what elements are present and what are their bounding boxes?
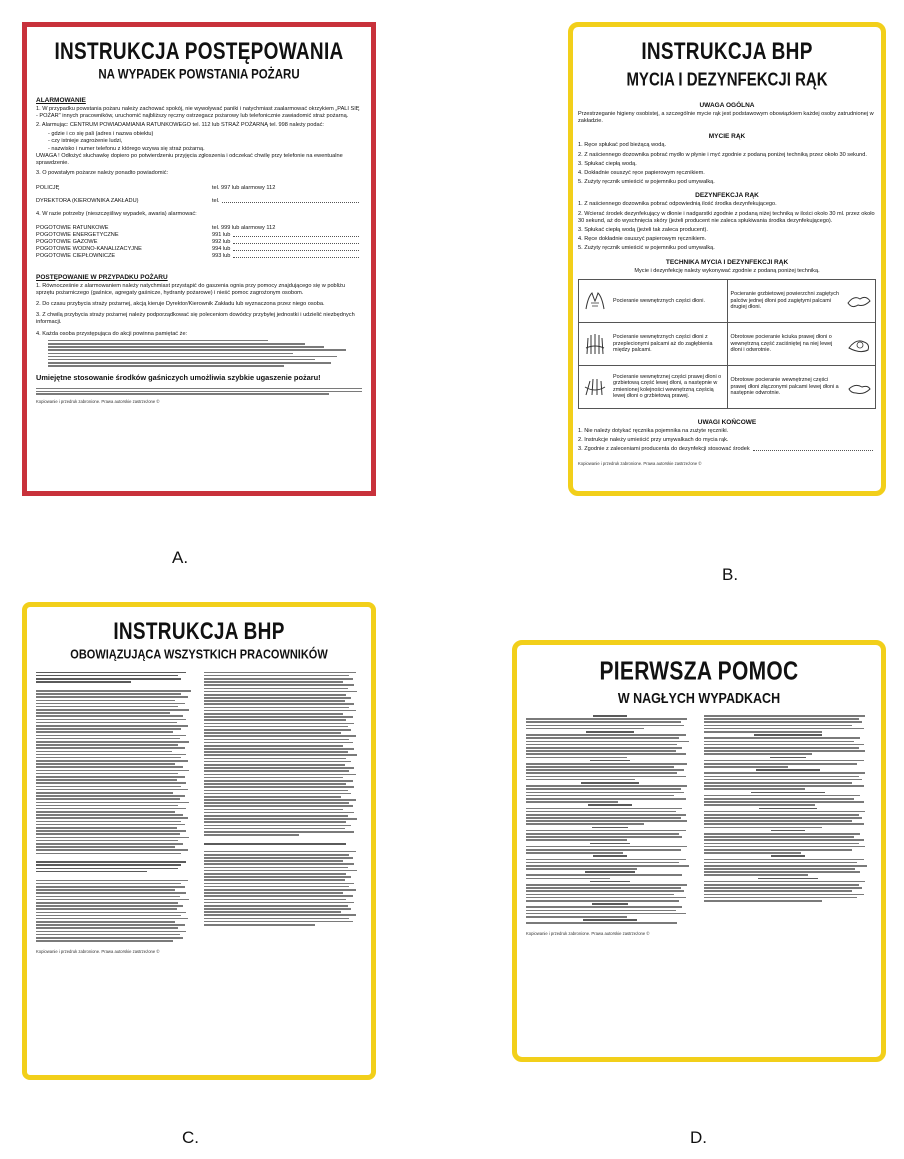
section-heading: UWAGI KOŃCOWE	[697, 418, 757, 426]
poster-first-aid	[504, 632, 894, 1070]
paragraph: 4. Dokładnie osuszyć ręce papierowym ręcznikiem.	[578, 170, 705, 177]
paragraph: Przestrzeganie higieny osobistej, a szczególnie mycie rąk jest podstawowym obowiązkiem każdej osoby zatrudnionej w zakładzie.	[578, 111, 874, 125]
paragraph: - czy istnieje zagrożenie ludzi,	[48, 138, 123, 145]
poster-subtitle: OBOWIĄZUJĄCA WSZYSTKICH PRACOWNIKÓW	[70, 647, 328, 663]
paragraph: 1. Z naściennego dozownika pobrać odpowiednią ilość środka dezynfekującego.	[578, 201, 777, 208]
poster-title: PIERWSZA POMOC	[599, 658, 799, 686]
contact-phone: tel.	[212, 198, 220, 205]
paragraph: UWAGA ! Odłożyć słuchawkę dopiero po potwierdzeniu przyjęcia zgłoszenia i odczekać chwilę przy telefonie na ewentualne sprawdzenie.	[36, 152, 343, 166]
paragraph: 2. Z naściennego dozownika pobrać mydło w płynie i myć zgodnie z podaną poniżej techniką przez około 30 sekund.	[578, 151, 867, 158]
contact-name: POLICJĘ	[36, 185, 60, 192]
poster-content	[578, 40, 876, 482]
option-label-c: C.	[182, 1128, 199, 1147]
poster-title: INSTRUKCJA BHP	[113, 620, 285, 645]
technique-cell	[727, 365, 876, 408]
hands-interlocked-fingers-icon	[846, 289, 872, 313]
paragraph: 3. Zgodnie z zaleceniami producenta do dezynfekcji stosować środek	[578, 446, 750, 453]
paragraph-row	[578, 446, 876, 453]
paragraph: 1. Ręce spłukać pod bieżącą wodą.	[578, 142, 667, 149]
paragraph: 2. Instrukcje należy umieścić przy umywalkach do mycia rąk.	[578, 437, 729, 444]
contact-name: POGOTOWIE RATUNKOWE	[36, 224, 109, 231]
contact-row	[36, 232, 362, 239]
poster-subtitle: NA WYPADEK POWSTANIA POŻARU	[98, 67, 300, 83]
text-column-left	[526, 714, 694, 926]
contact-row	[36, 239, 362, 246]
technique-text: Obrotowe pocieranie kciuka prawej dłoni o wewnętrzną część zaciśniętej na niej lewej dłoni i odwrotnie.	[730, 333, 833, 354]
text-column-right	[704, 714, 872, 926]
contact-phone: 992 lub	[212, 238, 231, 245]
contact-phone: 991 lub	[212, 231, 231, 238]
contact-row	[36, 225, 362, 232]
contact-row	[36, 253, 362, 260]
contact-row	[36, 198, 362, 205]
footer-bold: Umiejętne stosowanie środków gaśniczych umożliwia szybkie ugaszenie pożaru!	[36, 372, 321, 382]
section-heading: POSTĘPOWANIE W PRZYPADKU POŻARU	[36, 273, 168, 281]
section-heading: UWAGA OGÓLNA	[699, 102, 755, 109]
poster-hand-hygiene	[560, 14, 894, 504]
technique-cell	[579, 365, 728, 408]
contact-row	[36, 185, 362, 192]
poster-title: INSTRUKCJA POSTĘPOWANIA	[54, 40, 344, 65]
copyright-note: Kopiowanie i przedruk zabronione. Prawa autorskie zastrzeżone ©	[36, 949, 160, 955]
hands-palm-to-palm-icon	[582, 289, 608, 313]
poster-content	[36, 40, 362, 482]
poster-content	[36, 620, 362, 1066]
paragraph: 2. Wcierać środek dezynfekujący w dłonie i nadgarstki zgodnie z podaną niżej techniką w ilości około 30 ml. przez około 30 sekund, aż do wyschnięcia skóry (jeżeli producent nie zaleca spłukiwania środka dezynfekującego).	[578, 210, 875, 224]
contact-name: POGOTOWIE ENERGETYCZNE	[36, 231, 119, 238]
hands-thumb-rotation-icon	[846, 332, 872, 356]
section-heading: DEZYNFEKCJA RĄK	[695, 192, 759, 200]
hands-interlaced-icon	[582, 332, 608, 356]
hand-washing-table	[578, 279, 876, 409]
technique-cell	[579, 279, 728, 322]
paragraph: 1. Równocześnie z alarmowaniem należy natychmiast przystąpić do gaszenia ognia przy pomocy znajdującego się w pobliżu sprzętu pożarniczego (gaśnice, agregaty gaśnicze, hydranty pożarowe) i nieść pomoc zagrożonym osobom.	[36, 282, 346, 296]
paragraph: Mycie i dezynfekcję należy wykonywać zgodnie z podaną poniżej techniką.	[634, 267, 820, 274]
poster-title: INSTRUKCJA BHP	[641, 40, 813, 65]
contact-row	[36, 246, 362, 253]
contact-phone: tel. 999 lub alarmowy 112	[212, 224, 276, 231]
technique-text: Pocieranie wewnętrznych części dłoni.	[613, 297, 705, 304]
technique-text: Obrotowe pocieranie wewnętrznej części prawej dłoni złączonymi palcami lewej dłoni a następnie odwrotnie.	[730, 376, 839, 397]
paragraph: 3. Spłukać ciepłą wodą.	[578, 160, 637, 167]
text-columns	[36, 670, 362, 943]
paragraph: - nazwisko i numer telefonu z którego wzywa się straż pożarną.	[48, 145, 205, 152]
section-heading: ALARMOWANIE	[36, 96, 86, 104]
technique-text: Pocieranie grzbietowej powierzchni zagiętych palców jednej dłoni pod zagiętymi palcami drugiej dłoni.	[730, 290, 839, 311]
hands-fingertips-rotation-icon	[846, 375, 872, 399]
option-label-b: B.	[722, 565, 739, 584]
poster-content	[526, 658, 872, 1048]
paragraph: 2. Do czasu przybycia straży pożarnej, akcją kieruje Dyrektor/Kierownik Zakładu lub wyznaczona przez niego osoba.	[36, 300, 325, 307]
paragraph: 3. Z chwilą przybycia straży pożarnej należy podporządkować się poleceniom dowódcy przybyłej jednostki i udzielić niezbędnych informacji.	[36, 312, 355, 326]
paragraph: 4. Każda osoba przystępująca do akcji powinna pamiętać że:	[36, 330, 188, 337]
option-label-d: D.	[690, 1128, 707, 1147]
paragraph: 1. Nie należy dotykać ręcznika pojemnika na zużyte ręczniki.	[578, 427, 729, 434]
copyright-note: Kopiowanie i przedruk zabronione. Prawa autorskie zastrzeżone ©	[578, 461, 702, 467]
technique-cell	[579, 322, 728, 365]
contact-phone: 994 lub	[212, 245, 231, 252]
contact-phone: 993 lub	[212, 252, 231, 259]
paragraph: 3. O powstałym pożarze należy ponadto powiadomić:	[36, 170, 169, 177]
paragraph: 5. Zużyty ręcznik umieścić w pojemniku pod umywalką.	[578, 179, 715, 186]
bullet-list	[48, 340, 362, 367]
contact-name: DYREKTORA (KIEROWNIKA ZAKŁADU)	[36, 198, 139, 205]
hands-back-of-hand-icon	[582, 375, 608, 399]
section-heading: MYCIE RĄK	[708, 133, 746, 141]
text-column-left	[36, 670, 194, 943]
paragraph: 4. W razie potrzeby (nieszczęśliwy wypadek, awaria) alarmować:	[36, 211, 197, 218]
contact-name: POGOTOWIE GAZOWE	[36, 238, 98, 245]
paragraph: 4. Ręce dokładnie osuszyć papierowym ręcznikiem.	[578, 236, 707, 243]
poster-fire-instruction	[14, 14, 384, 504]
technique-cell	[727, 279, 876, 322]
poster-general-bhp	[14, 594, 384, 1088]
contact-name: POGOTOWIE WODNO-KANALIZACYJNE	[36, 245, 142, 252]
poster-subtitle: MYCIA I DEZYNFEKCJI RĄK	[626, 69, 828, 91]
paragraph: - gdzie i co się pali (adres i nazwa obiektu)	[48, 131, 154, 138]
paragraph: 1. W przypadku powstania pożaru należy zachować spokój, nie wywoływać paniki i natychmiast zaalarmować okrzykiem „PALI SIĘ - POŻAR" innych pracowników, uruchomić najbliższy ręczny ostrzegacz pożarowy lub telefonicznie zawiadomić straż pożarną.	[36, 105, 360, 119]
poster-subtitle: W NAGŁYCH WYPADKACH	[617, 689, 781, 707]
contact-phone: tel. 997 lub alarmowy 112	[212, 185, 276, 192]
text-columns	[526, 714, 872, 926]
section-heading: TECHNIKA MYCIA I DEZYNFEKCJI RĄK	[665, 258, 789, 266]
technique-text: Pocieranie wewnętrznej części prawej dłoni o grzbietową część lewej dłoni, a następnie w zmienionej kolejności wewnętrzną częścią lewej dłoni o grzbietową prawej.	[613, 373, 722, 400]
technique-text: Pocieranie wewnętrznych części dłoni z przeplecionymi palcami aż do zagłębienia między palcami.	[613, 333, 713, 354]
option-label-a: A.	[172, 548, 189, 567]
paragraph: 5. Zużyty ręcznik umieścić w pojemniku pod umywalką.	[578, 245, 715, 252]
copyright-note: Kopiowanie i przedruk zabronione. Prawa autorskie zastrzeżone ©	[36, 398, 160, 404]
paragraph: 3. Spłukać ciepłą wodą (jeżeli tak zaleca producent).	[578, 227, 708, 234]
copyright-note: Kopiowanie i przedruk zabronione. Prawa autorskie zastrzeżone ©	[526, 931, 650, 937]
contact-name: POGOTOWIE CIEPŁOWNICZE	[36, 252, 116, 259]
technique-cell	[727, 322, 876, 365]
text-column-right	[204, 670, 362, 943]
paragraph: 2. Alarmując: CENTRUM POWIADAMIANIA RATUNKOWEGO tel. 112 lub STRAŻ POŻARNĄ tel. 998 należy podać:	[36, 121, 324, 128]
